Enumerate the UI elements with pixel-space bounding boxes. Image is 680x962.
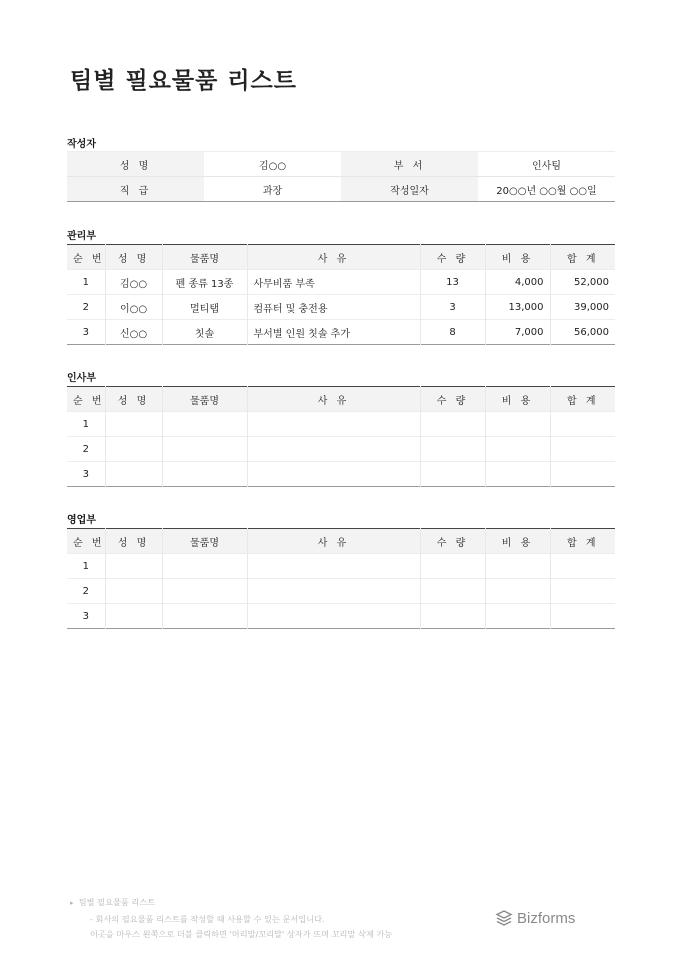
cell-total[interactable]: 39,000 (550, 295, 615, 320)
cell-qty[interactable] (420, 437, 485, 462)
col-header-qty: 수 량 (420, 529, 485, 554)
page-footer[interactable] (70, 895, 392, 943)
table-row (67, 579, 615, 604)
cell-cost[interactable] (485, 412, 550, 437)
col-header-no: 순 번 (67, 387, 105, 412)
cell-item[interactable] (162, 604, 247, 629)
col-header-reason: 사 유 (247, 245, 420, 270)
cell-no: 3 (67, 320, 105, 345)
cell-name[interactable] (105, 437, 162, 462)
col-header-cost: 비 용 (485, 245, 550, 270)
bizforms-logo (495, 909, 575, 927)
table-row (67, 270, 615, 295)
cell-reason[interactable] (247, 462, 420, 487)
cell-qty[interactable]: 3 (420, 295, 485, 320)
cell-reason[interactable]: 부서별 인원 칫솔 추가 (247, 320, 420, 345)
cell-name[interactable] (105, 462, 162, 487)
cell-no: 2 (67, 437, 105, 462)
cell-qty[interactable] (420, 579, 485, 604)
table-header-row (67, 387, 615, 412)
footer-description: - 회사의 필요물품 리스트를 작성할 때 사용할 수 있는 문서입니다. (90, 913, 325, 924)
table-row (67, 412, 615, 437)
cell-total[interactable]: 56,000 (550, 320, 615, 345)
cell-name[interactable]: 이○○ (105, 295, 162, 320)
cell-item[interactable]: 펜 종류 13종 (162, 270, 247, 295)
cell-item[interactable] (162, 437, 247, 462)
cell-qty[interactable] (420, 554, 485, 579)
col-header-reason: 사 유 (247, 387, 420, 412)
cell-cost[interactable] (485, 462, 550, 487)
cell-total[interactable] (550, 462, 615, 487)
col-header-name: 성 명 (105, 387, 162, 412)
date-value[interactable]: 20○○년 ○○월 ○○일 (478, 177, 615, 202)
cell-qty[interactable]: 13 (420, 270, 485, 295)
col-header-item: 물품명 (162, 245, 247, 270)
cell-total[interactable] (550, 437, 615, 462)
cell-cost[interactable]: 13,000 (485, 295, 550, 320)
cell-no: 1 (67, 270, 105, 295)
cell-name[interactable]: 신○○ (105, 320, 162, 345)
page-title: 팀별 필요물품 리스트 (70, 68, 297, 94)
cell-no: 3 (67, 462, 105, 487)
col-header-cost: 비 용 (485, 387, 550, 412)
cell-reason[interactable] (247, 412, 420, 437)
col-header-cost: 비 용 (485, 529, 550, 554)
cell-reason[interactable] (247, 579, 420, 604)
col-header-total: 합 계 (550, 387, 615, 412)
cell-no: 3 (67, 604, 105, 629)
col-header-item: 물품명 (162, 529, 247, 554)
department-value[interactable]: 인사팀 (478, 152, 615, 177)
cell-name[interactable] (105, 579, 162, 604)
col-header-item: 물품명 (162, 387, 247, 412)
table-header-row (67, 245, 615, 270)
col-header-name: 성 명 (105, 529, 162, 554)
cell-name[interactable] (105, 554, 162, 579)
dept-label-sales: 영업부 (67, 515, 96, 526)
table-row (67, 554, 615, 579)
dept-table-hr (67, 386, 615, 487)
cell-cost[interactable] (485, 437, 550, 462)
table-header-row (67, 529, 615, 554)
cell-qty[interactable] (420, 412, 485, 437)
cell-total[interactable]: 52,000 (550, 270, 615, 295)
author-row (67, 152, 615, 177)
cell-item[interactable]: 멀티탭 (162, 295, 247, 320)
table-row (67, 462, 615, 487)
cell-total[interactable] (550, 412, 615, 437)
cell-reason[interactable]: 컴퓨터 및 충전용 (247, 295, 420, 320)
table-row (67, 604, 615, 629)
footer-title: 팀별 필요물품 리스트 (78, 897, 156, 907)
cell-cost[interactable] (485, 604, 550, 629)
cell-cost[interactable] (485, 554, 550, 579)
table-row (67, 320, 615, 345)
cell-no: 1 (67, 412, 105, 437)
bullet-icon: ▸ (70, 899, 74, 907)
cell-item[interactable] (162, 554, 247, 579)
layers-icon (495, 909, 513, 927)
logo-text: Bizforms (517, 909, 576, 927)
col-header-name: 성 명 (105, 245, 162, 270)
cell-total[interactable] (550, 579, 615, 604)
author-info-table (67, 151, 615, 202)
cell-qty[interactable] (420, 604, 485, 629)
date-label: 작성일자 (341, 177, 478, 202)
cell-name[interactable] (105, 412, 162, 437)
col-header-no: 순 번 (67, 529, 105, 554)
cell-qty[interactable] (420, 462, 485, 487)
table-row (67, 437, 615, 462)
cell-reason[interactable]: 사무비품 부족 (247, 270, 420, 295)
cell-reason[interactable] (247, 437, 420, 462)
cell-cost[interactable]: 4,000 (485, 270, 550, 295)
cell-name[interactable]: 김○○ (105, 270, 162, 295)
name-value[interactable]: 김○○ (204, 152, 341, 177)
position-label: 직 급 (67, 177, 204, 202)
department-label: 부 서 (341, 152, 478, 177)
cell-name[interactable] (105, 604, 162, 629)
cell-total[interactable] (550, 554, 615, 579)
col-header-reason: 사 유 (247, 529, 420, 554)
cell-no: 2 (67, 579, 105, 604)
col-header-total: 합 계 (550, 529, 615, 554)
dept-table-sales (67, 528, 615, 629)
cell-reason[interactable] (247, 554, 420, 579)
table-row (67, 295, 615, 320)
col-header-no: 순 번 (67, 245, 105, 270)
cell-cost[interactable]: 7,000 (485, 320, 550, 345)
cell-cost[interactable] (485, 579, 550, 604)
author-row (67, 177, 615, 202)
position-value[interactable]: 과장 (204, 177, 341, 202)
dept-label-management: 관리부 (67, 231, 96, 242)
name-label: 성 명 (67, 152, 204, 177)
cell-qty[interactable]: 8 (420, 320, 485, 345)
cell-no: 1 (67, 554, 105, 579)
cell-no: 2 (67, 295, 105, 320)
col-header-qty: 수 량 (420, 245, 485, 270)
dept-label-hr: 인사부 (67, 373, 96, 384)
col-header-qty: 수 량 (420, 387, 485, 412)
footer-hint: 이곳을 마우스 왼쪽으로 더블 클릭하면 '머리말/꼬리말' 상자가 뜨며 꼬리말 삭제 가능 (90, 929, 393, 939)
author-section-label: 작성자 (67, 139, 96, 150)
cell-item[interactable] (162, 412, 247, 437)
cell-item[interactable]: 칫솔 (162, 320, 247, 345)
cell-item[interactable] (162, 579, 247, 604)
cell-reason[interactable] (247, 604, 420, 629)
cell-item[interactable] (162, 462, 247, 487)
dept-table-management (67, 244, 615, 345)
cell-total[interactable] (550, 604, 615, 629)
footer-title-line (70, 895, 392, 912)
col-header-total: 합 계 (550, 245, 615, 270)
